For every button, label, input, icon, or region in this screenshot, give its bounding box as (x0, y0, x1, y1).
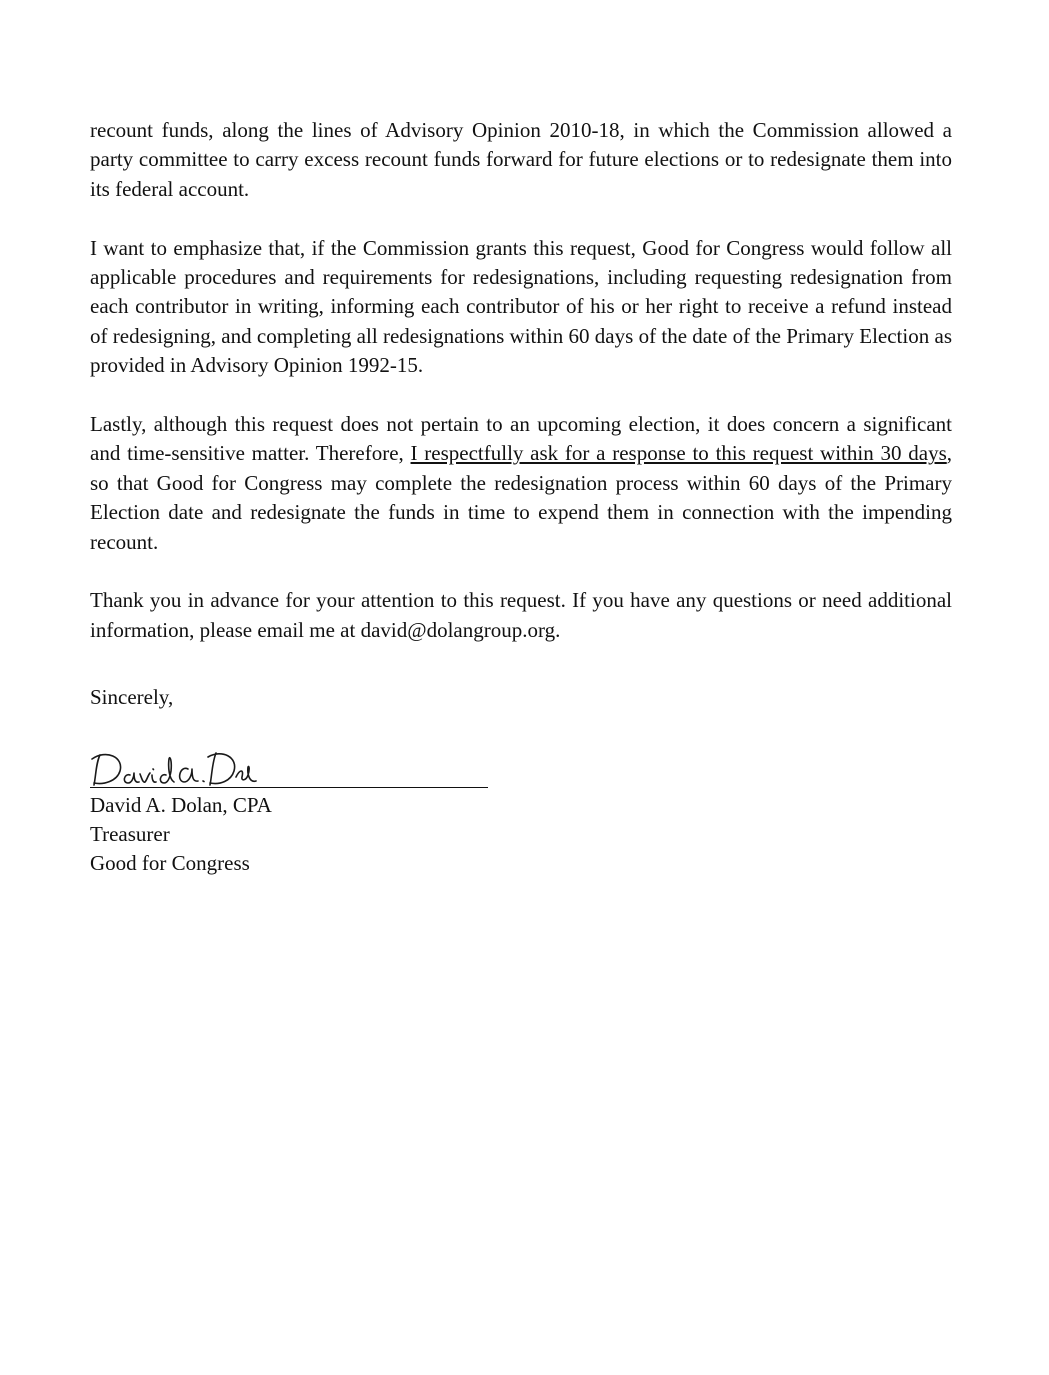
signer-block (90, 791, 952, 879)
signature-line (90, 787, 488, 788)
signer-title: Treasurer (90, 822, 170, 847)
handwritten-signature (90, 747, 490, 791)
letter-body (90, 116, 952, 879)
closing-salutation: Sincerely, (90, 685, 174, 710)
paragraph-response-request (90, 410, 952, 557)
response-request-lead: Lastly, although this request does not pertain to an upcoming election, it does concern a significant and time-sensitive matter. Therefore, (90, 412, 952, 466)
signature-image (90, 747, 260, 789)
paragraph-redesignation-procedures: I want to emphasize that, if the Commission grants this request, Good for Congress would follow all applicable procedures and requirements for redesignations, including requesting redesignation from each contributor in writing, informing each contributor of his or her right to receive a refund instead of redesigning, and completing all redesignations within 60 days of the date of the Primary Election as provided in Advisory Opinion 1992-15. (90, 235, 952, 378)
paragraph-recount-funds: recount funds, along the lines of Advisory Opinion 2010-18, in which the Commission allowed a party committee to carry excess recount funds forward for future elections or to redesignate them into its federal account. (90, 118, 952, 201)
response-request-tail: , so that Good for Congress may complete the redesignation process within 60 days of the Primary Election date and redesignate the funds in time to expend them in connection with the impending recount. (90, 441, 952, 554)
paragraph-thank-you: Thank you in advance for your attention to this request. If you have any questions or need additional information, please email me at david@dolangroup.org. (90, 588, 952, 642)
response-request-underlined: I respectfully ask for a response to this request within 30 days (410, 441, 947, 466)
signer-organization: Good for Congress (90, 851, 250, 876)
signer-name: David A. Dolan, CPA (90, 792, 272, 817)
